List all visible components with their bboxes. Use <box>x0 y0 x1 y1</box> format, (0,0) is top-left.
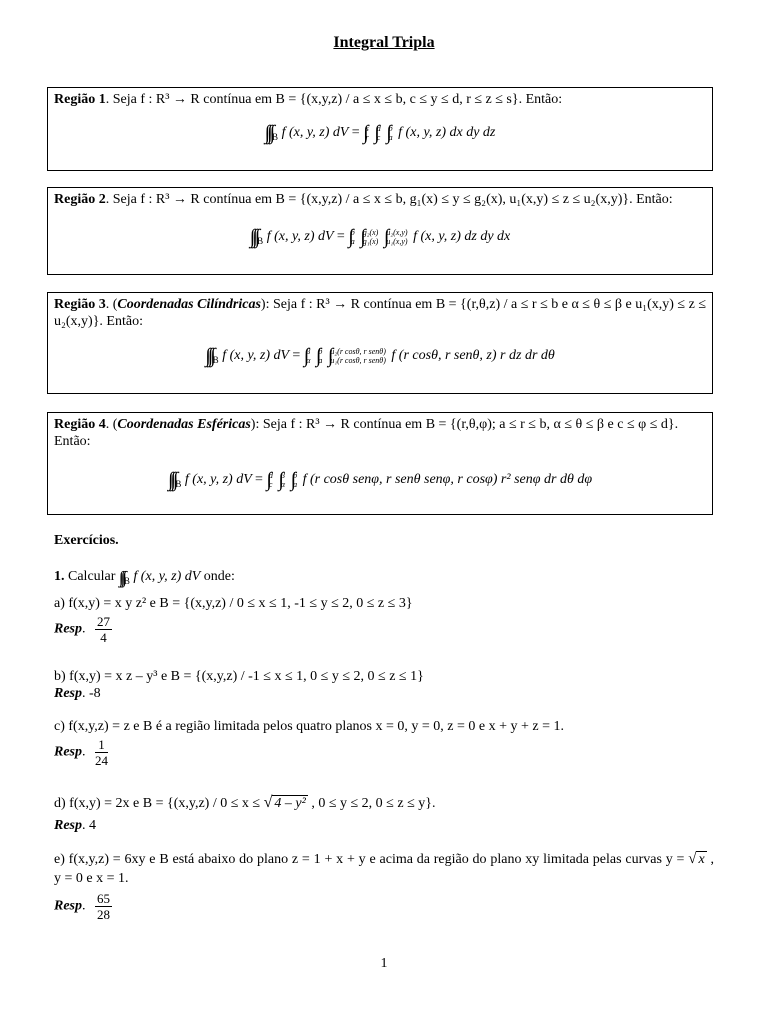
page-number: 1 <box>380 956 388 971</box>
region-3-formula: $\int\int\int_B$ f (x, y, z) dV = ∫ β α ∫ b a ∫ u₂(r cosθ, r senθ) u₁(r cosθ, r senθ) f (r cosθ, r senθ, z) r dz dr dθ <box>205 345 555 368</box>
exercises-heading: Exercícios. <box>54 533 119 548</box>
region-1-formula: $\int\int\int_B$ f (x, y, z) dV = ∫ s r ∫ d c ∫ b a f (x, y, z) dx dy dz <box>264 122 496 145</box>
region-3-box <box>47 292 713 394</box>
region-2-text: Região 2. Seja f : R³ → R contínua em B = {(x,y,z) / a ≤ x ≤ b, g₁(x) ≤ y ≤ g₂(x), u₁(x,y) ≤ z ≤ u₂(x,y)}. Então: <box>54 192 673 207</box>
answer-e-fraction: $\frac{65}{28}$ <box>97 891 110 922</box>
exercise-e: e) f(x,y,z) = 6xy e B está abaixo do plano z = 1 + x + y e acima da região do plano xy limitada pelas curvas y = √ x , y = 0 e x = 1. <box>54 851 714 886</box>
region-1-box <box>47 87 713 171</box>
question-1: 1. Calcular $\int\int\int_B$ f (x, y, z) dV onde: <box>54 568 235 587</box>
exercise-d: d) f(x,y) = 2x e B = {(x,y,z) / 0 ≤ x ≤ √ 4 – y² , 0 ≤ y ≤ 2, 0 ≤ z ≤ y}. <box>54 794 436 811</box>
exercise-a: a) f(x,y) = x y z² e B = {(x,y,z) / 0 ≤ x ≤ 1, -1 ≤ y ≤ 2, 0 ≤ z ≤ 3} <box>54 596 413 611</box>
page-title: Integral Tripla <box>333 34 435 51</box>
exercise-c: c) f(x,y,z) = z e B é a região limitada pelos quatro planos x = 0, y = 0, z = 0 e x + y + z = 1. <box>54 719 564 734</box>
region-3-text: Região 3. (Coordenadas Cilíndricas): Seja f : R³ → R contínua em B = {(r,θ,z) / a ≤ r ≤ b e α ≤ θ ≤ β e u₁(x,y) ≤ z ≤ u₂(x,y)}. Então: <box>54 297 706 329</box>
answer-b: Resp. -8 <box>54 686 101 701</box>
region-4-box <box>47 412 713 515</box>
region-1-text: Região 1. Seja f : R³ → R contínua em B = {(x,y,z) / a ≤ x ≤ b, c ≤ y ≤ d, r ≤ z ≤ s}. Então: <box>54 92 563 107</box>
answer-c: Resp. $\frac{1}{24}$ <box>54 737 108 768</box>
region-2-box <box>47 187 713 275</box>
region-4-formula: $\int\int\int_B$ f (x, y, z) dV = ∫ d c ∫ β α ∫ b a f (r cosθ senφ, r senθ senφ, r cosφ) r² senφ dr dθ dφ <box>167 469 593 492</box>
exercise-b: b) f(x,y) = x z – y³ e B = {(x,y,z) / -1 ≤ x ≤ 1, 0 ≤ y ≤ 2, 0 ≤ z ≤ 1} <box>54 669 424 684</box>
answer-a: Resp. $\frac{27}{4}$ <box>54 614 110 645</box>
region-2-formula: $\int\int\int_B$ f (x, y, z) dV = ∫ b a ∫ g₂(x) g₁(x) ∫ u₂(x,y) u₁(x,y) f (x, y, z) dz dy dx <box>249 226 511 249</box>
answer-d: Resp. 4 <box>54 818 96 833</box>
answer-e: Resp. $\frac{65}{28}$ <box>54 891 110 922</box>
answer-a-fraction: $\frac{27}{4}$ <box>97 614 110 645</box>
region-4-text: Região 4. (Coordenadas Esféricas): Seja f : R³ → R contínua em B = {(r,θ,φ); a ≤ r ≤ b, α ≤ θ ≤ β e c ≤ φ ≤ d}. Então: <box>54 417 679 449</box>
answer-c-fraction: $\frac{1}{24}$ <box>95 737 108 768</box>
